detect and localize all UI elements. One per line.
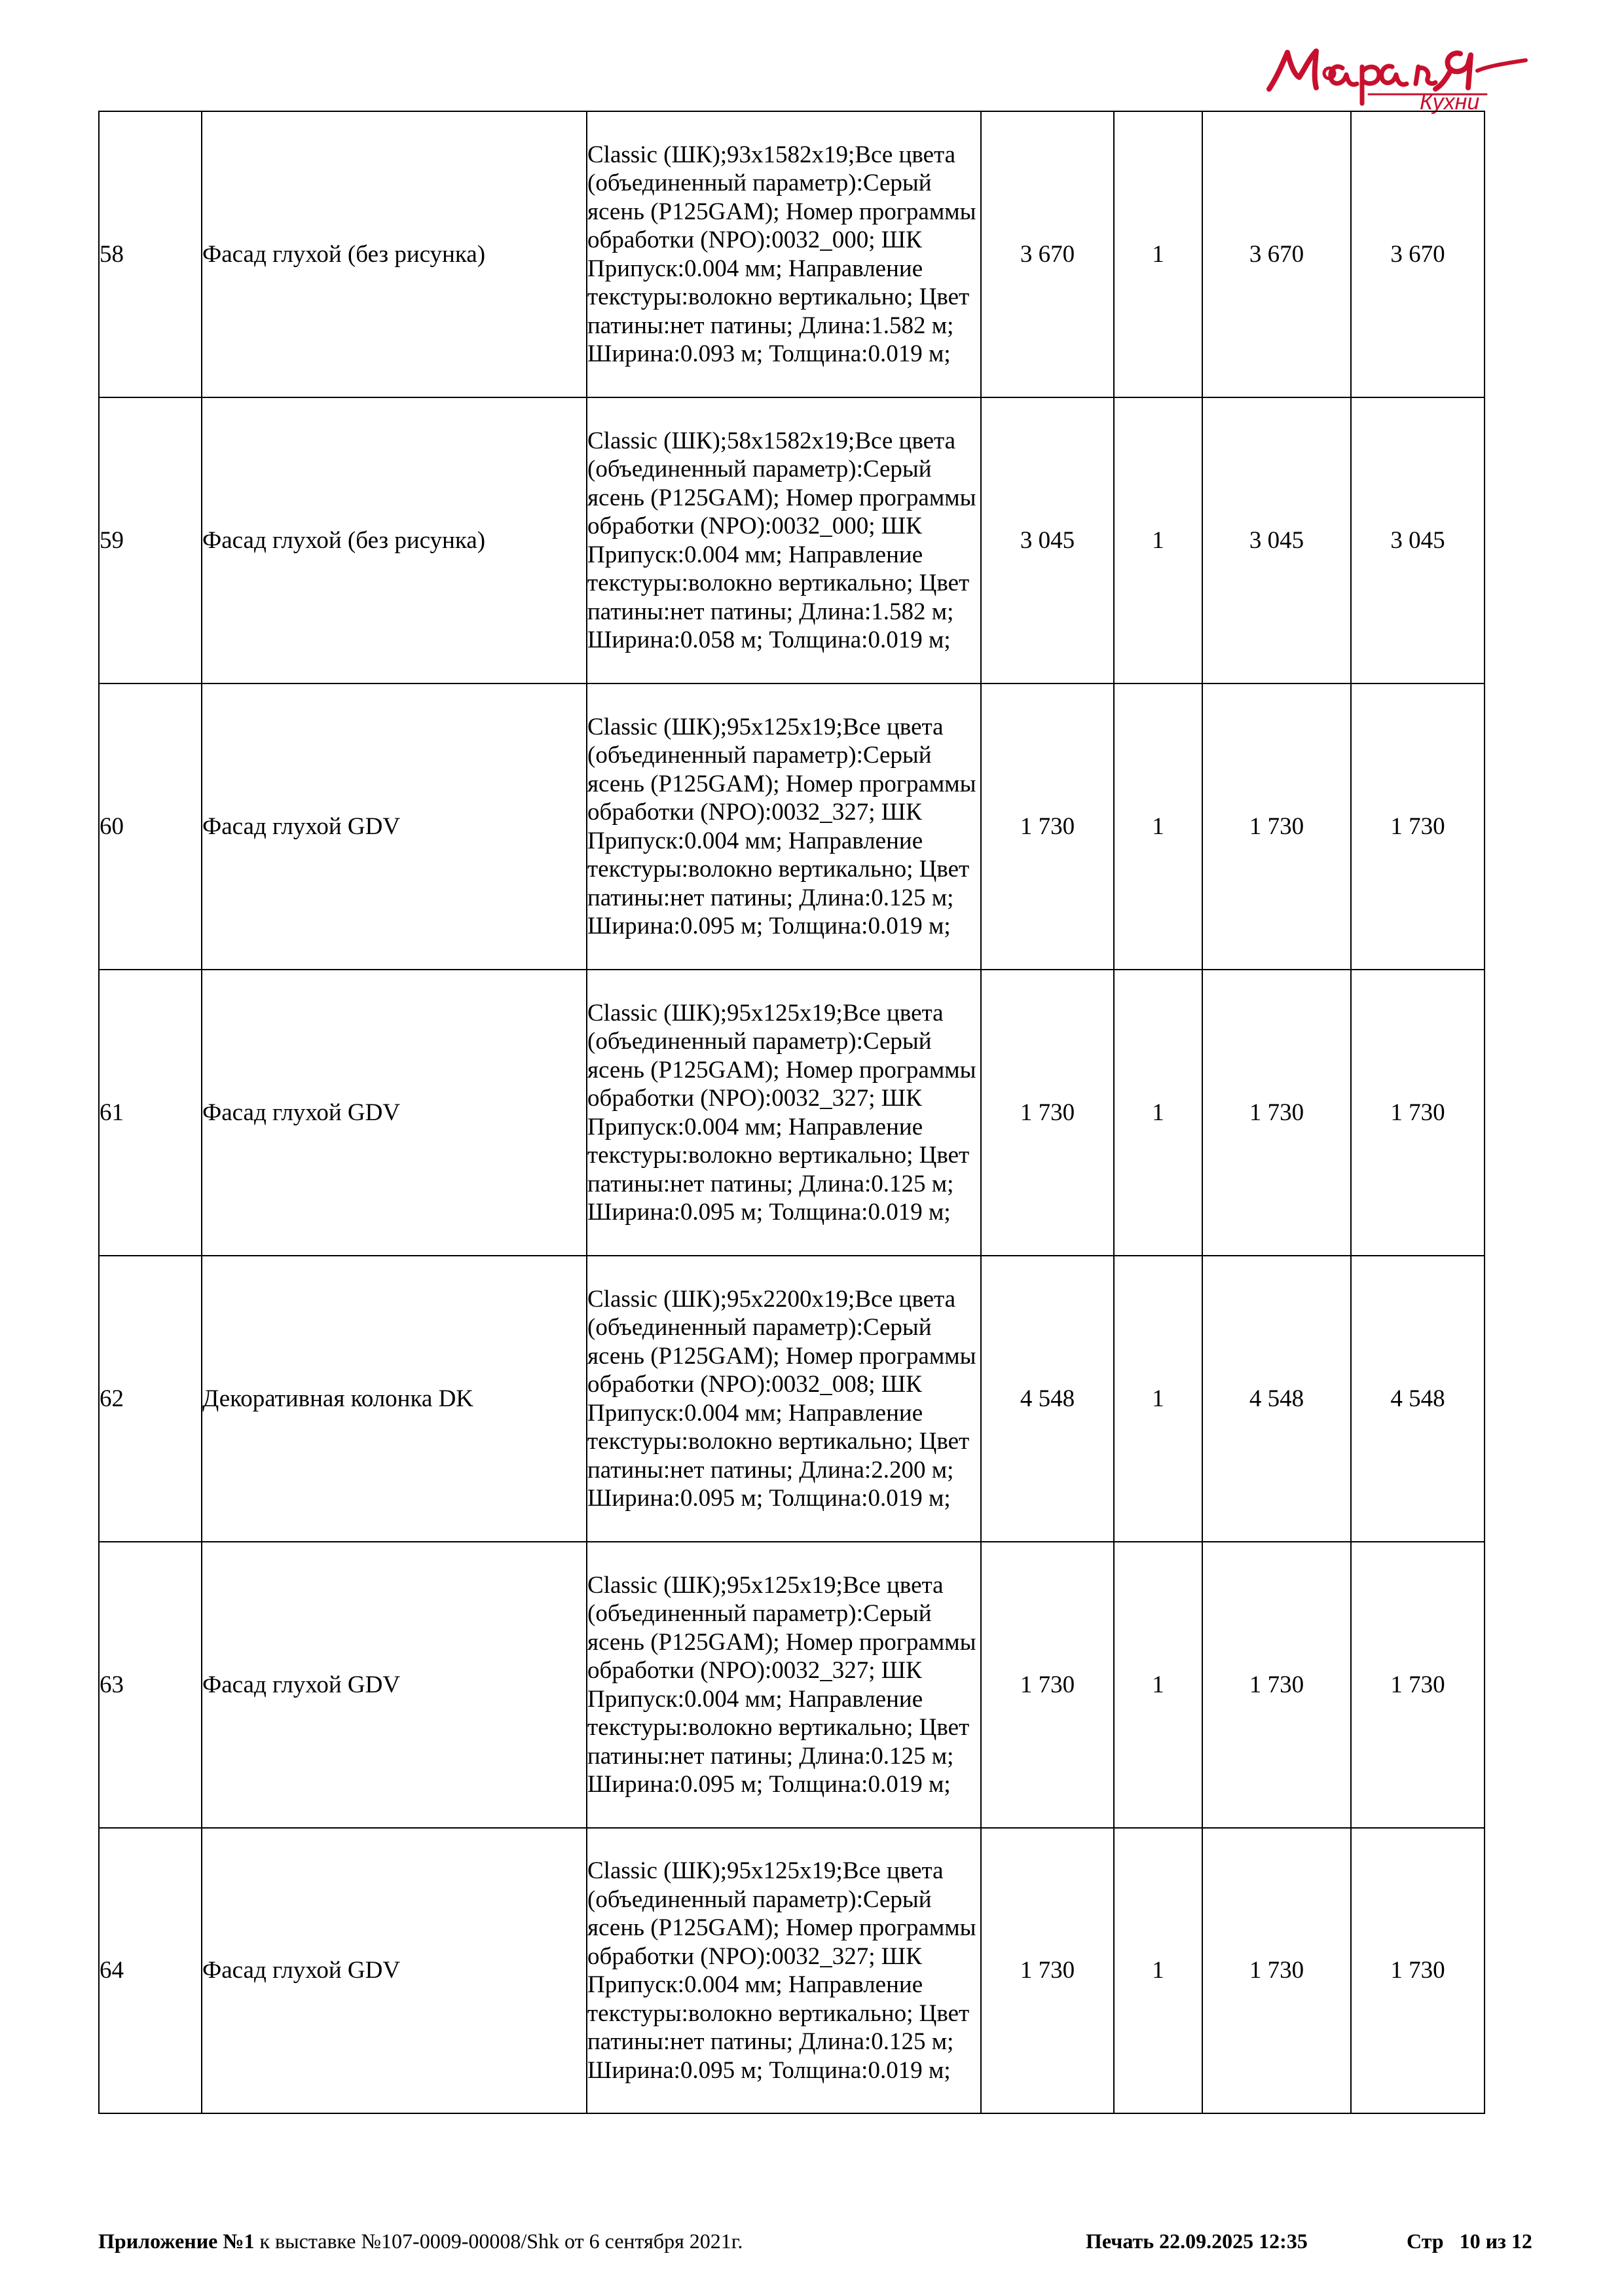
page-prefix: Стр [1407, 2229, 1444, 2253]
item-quantity: 1 [1114, 397, 1202, 683]
logo-subtitle: Кухни [1420, 90, 1480, 115]
row-number: 58 [99, 111, 202, 397]
item-quantity: 1 [1114, 1256, 1202, 1542]
row-number: 59 [99, 397, 202, 683]
row-number: 64 [99, 1828, 202, 2113]
item-name: Фасад глухой GDV [202, 1828, 587, 2113]
item-price: 4 548 [981, 1256, 1114, 1542]
page-current: 10 [1459, 2229, 1481, 2253]
item-price: 1 730 [981, 683, 1114, 970]
row-number: 61 [99, 970, 202, 1256]
item-quantity: 1 [1114, 683, 1202, 970]
table-row [99, 397, 1485, 683]
appendix-reference [98, 2229, 743, 2253]
table-row [99, 1828, 1485, 2113]
item-sum: 4 548 [1202, 1256, 1351, 1542]
item-name: Фасад глухой GDV [202, 1542, 587, 1828]
row-number: 63 [99, 1542, 202, 1828]
table-row [99, 111, 1485, 397]
item-name: Декоративная колонка DK [202, 1256, 587, 1542]
table-row [99, 970, 1485, 1256]
item-description: Classic (ШК);95x125x19;Все цвета (объединенный параметр):Серый ясень (P125GAM); Номер программы обработки (NPO):0032_327; ШК Припуск:0.004 мм; Направление текстуры:волокно вертикально; Цвет патины:нет патины; Длина:0.125 м; Ширина:0.095 м; Толщина:0.019 м; [587, 970, 981, 1256]
item-total: 3 045 [1351, 397, 1485, 683]
item-total: 3 670 [1351, 111, 1485, 397]
item-sum: 3 045 [1202, 397, 1351, 683]
item-description: Classic (ШК);93x1582x19;Все цвета (объединенный параметр):Серый ясень (P125GAM); Номер программы обработки (NPO):0032_000; ШК Припуск:0.004 мм; Направление текстуры:волокно вертикально; Цвет патины:нет патины; Длина:1.582 м; Ширина:0.093 м; Толщина:0.019 м; [587, 111, 981, 397]
appendix-rest: к выставке №107-0009-00008/Shk от 6 сентября 2021г. [254, 2229, 743, 2253]
item-total: 1 730 [1351, 683, 1485, 970]
maria-logo [1264, 38, 1532, 115]
item-quantity: 1 [1114, 970, 1202, 1256]
table-row [99, 683, 1485, 970]
page-sep: из [1485, 2229, 1506, 2253]
table-row [99, 1256, 1485, 1542]
item-price: 1 730 [981, 1828, 1114, 2113]
page-footer [98, 2229, 1539, 2262]
item-total: 1 730 [1351, 1542, 1485, 1828]
item-description: Classic (ШК);95x125x19;Все цвета (объединенный параметр):Серый ясень (P125GAM); Номер программы обработки (NPO):0032_327; ШК Припуск:0.004 мм; Направление текстуры:волокно вертикально; Цвет патины:нет патины; Длина:0.125 м; Ширина:0.095 м; Толщина:0.019 м; [587, 1542, 981, 1828]
item-description: Classic (ШК);95x2200x19;Все цвета (объединенный параметр):Серый ясень (P125GAM); Номер программы обработки (NPO):0032_008; ШК Припуск:0.004 мм; Направление текстуры:волокно вертикально; Цвет патины:нет патины; Длина:2.200 м; Ширина:0.095 м; Толщина:0.019 м; [587, 1256, 981, 1542]
item-name: Фасад глухой GDV [202, 683, 587, 970]
item-quantity: 1 [1114, 111, 1202, 397]
item-sum: 1 730 [1202, 1828, 1351, 2113]
page-total: 12 [1511, 2229, 1532, 2253]
item-description: Classic (ШК);58x1582x19;Все цвета (объединенный параметр):Серый ясень (P125GAM); Номер программы обработки (NPO):0032_000; ШК Припуск:0.004 мм; Направление текстуры:волокно вертикально; Цвет патины:нет патины; Длина:1.582 м; Ширина:0.058 м; Толщина:0.019 м; [587, 397, 981, 683]
item-description: Classic (ШК);95x125x19;Все цвета (объединенный параметр):Серый ясень (P125GAM); Номер программы обработки (NPO):0032_327; ШК Припуск:0.004 мм; Направление текстуры:волокно вертикально; Цвет патины:нет патины; Длина:0.125 м; Ширина:0.095 м; Толщина:0.019 м; [587, 1828, 981, 2113]
print-timestamp: Печать 22.09.2025 12:35 [1086, 2229, 1308, 2253]
item-total: 1 730 [1351, 1828, 1485, 2113]
item-name: Фасад глухой (без рисунка) [202, 111, 587, 397]
item-sum: 3 670 [1202, 111, 1351, 397]
item-price: 1 730 [981, 970, 1114, 1256]
item-description: Classic (ШК);95x125x19;Все цвета (объединенный параметр):Серый ясень (P125GAM); Номер программы обработки (NPO):0032_327; ШК Припуск:0.004 мм; Направление текстуры:волокно вертикально; Цвет патины:нет патины; Длина:0.125 м; Ширина:0.095 м; Толщина:0.019 м; [587, 683, 981, 970]
item-price: 3 045 [981, 397, 1114, 683]
item-name: Фасад глухой (без рисунка) [202, 397, 587, 683]
page-counter [1407, 2229, 1532, 2253]
item-sum: 1 730 [1202, 970, 1351, 1256]
row-number: 60 [99, 683, 202, 970]
table-row [99, 1542, 1485, 1828]
item-quantity: 1 [1114, 1828, 1202, 2113]
item-total: 4 548 [1351, 1256, 1485, 1542]
item-sum: 1 730 [1202, 683, 1351, 970]
appendix-label: Приложение №1 [98, 2229, 255, 2253]
item-price: 1 730 [981, 1542, 1114, 1828]
item-name: Фасад глухой GDV [202, 970, 587, 1256]
item-quantity: 1 [1114, 1542, 1202, 1828]
item-price: 3 670 [981, 111, 1114, 397]
item-total: 1 730 [1351, 970, 1485, 1256]
item-sum: 1 730 [1202, 1542, 1351, 1828]
row-number: 62 [99, 1256, 202, 1542]
items-table [98, 111, 1485, 2114]
